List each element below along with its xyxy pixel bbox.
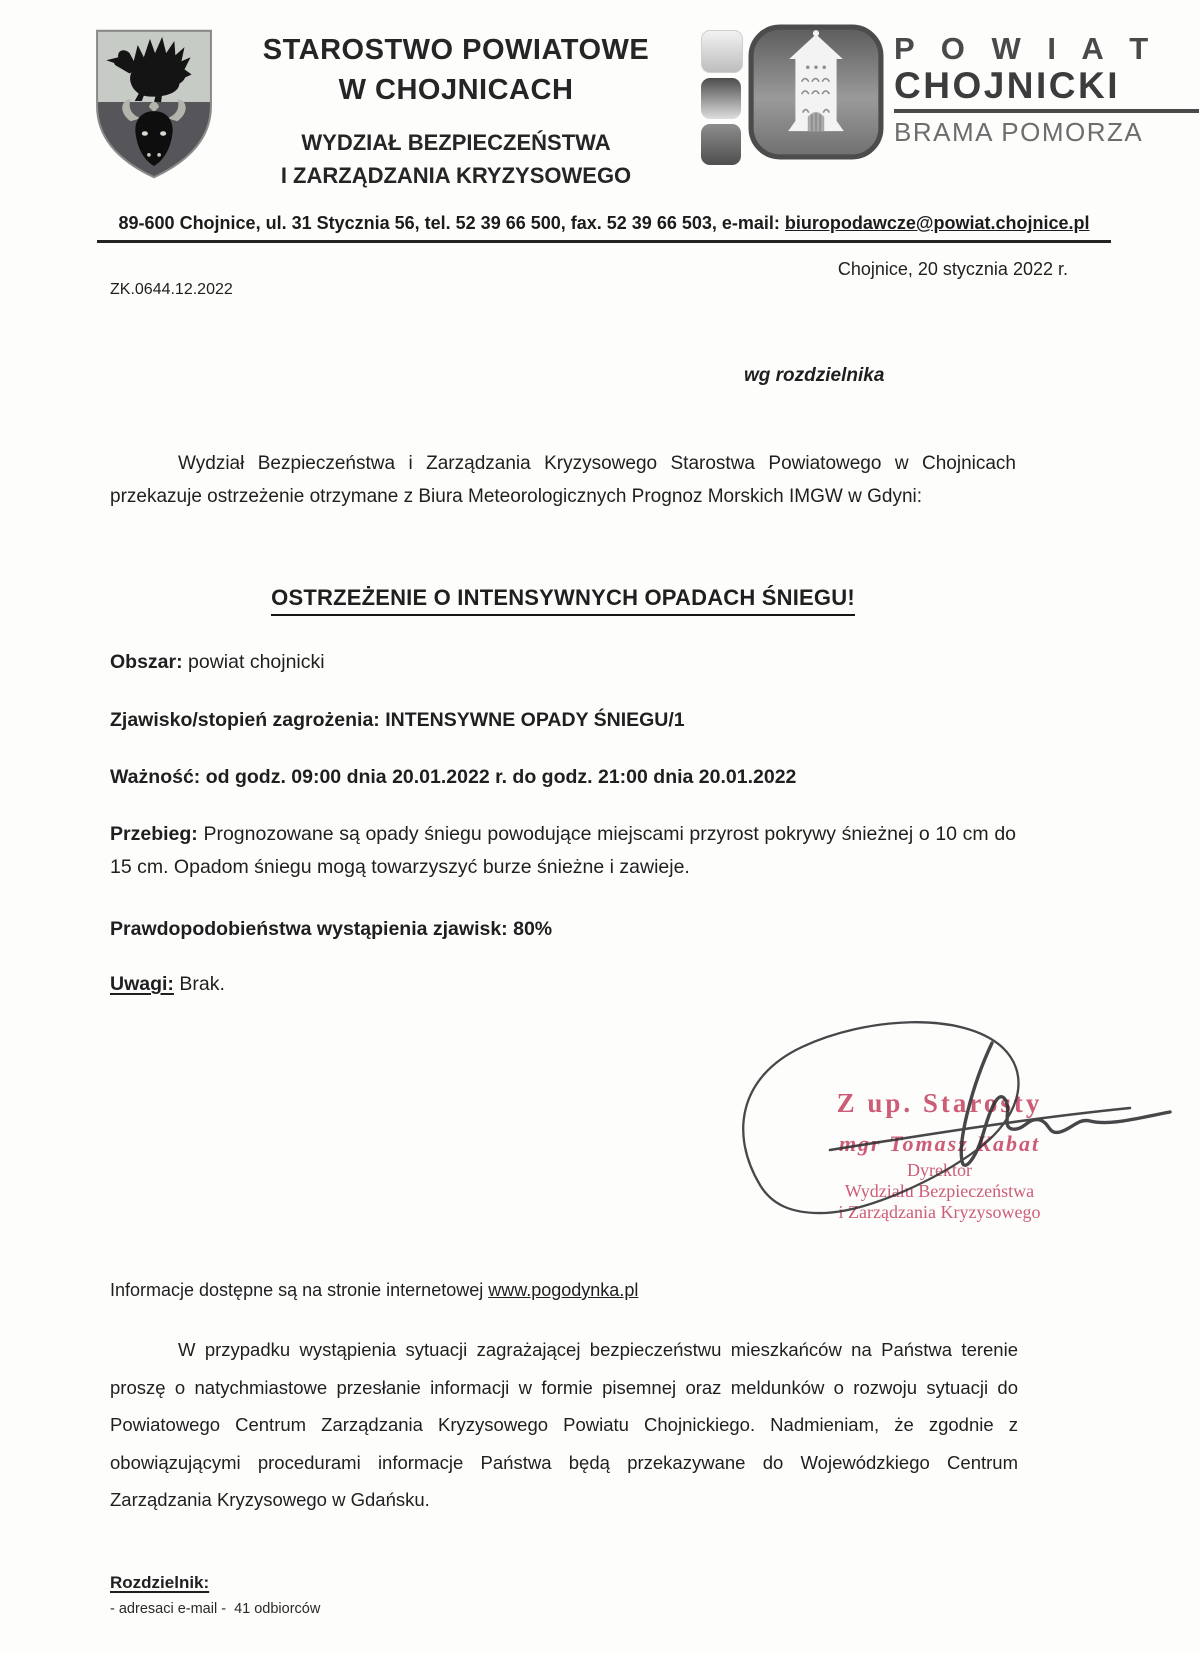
dept-title-line2: I ZARZĄDZANIA KRYZYSOWEGO [280, 163, 632, 188]
letterhead-titles [210, 30, 702, 192]
field-label: Prawdopodobieństwa wystąpienia zjawisk: [110, 918, 508, 940]
field-row-obszar [110, 646, 1016, 679]
county-logo [701, 24, 1199, 165]
stamp-line-authority: Z up. Starosty [836, 1088, 1043, 1118]
field-label: Ważność: [110, 766, 201, 788]
warning-title: OSTRZEŻENIE O INTENSYWNYCH OPADACH ŚNIEGU! [271, 585, 855, 616]
field-value: od godz. 09:00 dnia 20.01.2022 r. do godz. 21:00 dnia 20.01.2022 [205, 766, 797, 788]
field-label: Zjawisko/stopień zagrożenia: [110, 709, 380, 731]
distribution-label: Rozdzielnik: [110, 1573, 210, 1592]
field-label: Uwagi: [110, 973, 174, 995]
distribution-note: wg rozdzielnika [744, 365, 885, 386]
info-line [110, 1280, 638, 1301]
logo-tagline: BRAMA POMORZA [894, 117, 1144, 147]
org-title-line2: W CHOJNICACH [338, 74, 574, 106]
intro-paragraph: Wydział Bezpieczeństwa i Zarządzania Kryzysowego Starostwa Powiatowego w Chojnicach przekazuje ostrzeżenie otrzymane z Biura Meteorologicznych Prognoz Morskich IMGW w Gdyni: [110, 453, 1016, 507]
field-value: Prognozowane są opady śniegu powodujące miejscami przyrost pokrywy śnieżnej o 10 cm do 15 cm. Opadom śniegu mogą towarzyszyć burze śnieżne i zawieje. [110, 823, 1017, 878]
pogodynka-link[interactable]: www.pogodynka.pl [488, 1280, 639, 1300]
logo-divider [894, 109, 1199, 113]
official-stamp [782, 1088, 1097, 1223]
field-row-uwagi [110, 968, 1016, 1001]
contact-email-link[interactable]: biuropodawcze@powiat.chojnice.pl [784, 213, 1090, 233]
field-value: Brak. [179, 973, 225, 995]
field-row-waznosc [110, 761, 1016, 794]
dept-title-line1: WYDZIAŁ BEZPIECZEŃSTWA [301, 130, 611, 155]
stamp-line-dept1: Wydziału Bezpieczeństwa [844, 1181, 1035, 1201]
field-row-prawdopodobienstwo [110, 913, 1016, 946]
field-value: INTENSYWNE OPADY ŚNIEGU/1 [385, 709, 685, 731]
coat-of-arms-icon [93, 26, 215, 182]
logo-tile-light [701, 30, 743, 73]
stamp-line-name: mgr Tomasz Kabat [838, 1131, 1041, 1156]
logo-tile-gradient [701, 78, 741, 119]
contact-text: 89-600 Chojnice, ul. 31 Stycznia 56, tel. 52 39 66 500, fax. 52 39 66 503, e-mail: [118, 213, 785, 233]
field-label: Przebieg: [110, 823, 198, 845]
warning-title-wrap [110, 585, 1016, 616]
info-text: Informacje dostępne są na stronie internetowej [110, 1280, 489, 1300]
field-row-zjawisko [110, 704, 1016, 737]
field-label: Obszar: [110, 651, 183, 673]
logo-title: P O W I A T [894, 31, 1158, 66]
distribution-items: - adresaci e-mail - 41 odbiorców [110, 1601, 321, 1617]
case-number: ZK.0644.12.2022 [110, 281, 233, 298]
gate-tower-icon [748, 24, 884, 160]
stamp-line-dept2: i Zarządzania Kryzysowego [838, 1202, 1041, 1222]
field-value: 80% [513, 918, 553, 940]
contact-bar [97, 213, 1111, 243]
field-row-przebieg [110, 818, 1016, 884]
logo-tiles [701, 30, 743, 165]
org-title-line1: STAROSTWO POWIATOWE [262, 34, 650, 66]
place-and-date: Chojnice, 20 stycznia 2022 r. [837, 259, 1068, 279]
closing-paragraph: W przypadku wystąpienia sytuacji zagrażającej bezpieczeństwu mieszkańców na Państwa terenie proszę o natychmiastowe przesłanie informacji w formie pisemnej oraz meldunków o rozwoju sytuacji do Powiatowego Centrum Zarządzania Kryzysowego Powiatu Chojnickiego. Nadmieniam, że zgodnie z obowiązującymi procedurami informacje Państwa będą przekazywane do Wojewódzkiego Centrum Zarządzania Kryzysowego w Gdańsku. [110, 1339, 1018, 1510]
logo-subtitle: CHOJNICKI [894, 65, 1121, 106]
logo-text [894, 24, 1199, 148]
stamp-line-role: Dyrektor [907, 1160, 972, 1180]
field-value: powiat chojnicki [188, 651, 325, 673]
logo-tile-dark [701, 124, 741, 165]
